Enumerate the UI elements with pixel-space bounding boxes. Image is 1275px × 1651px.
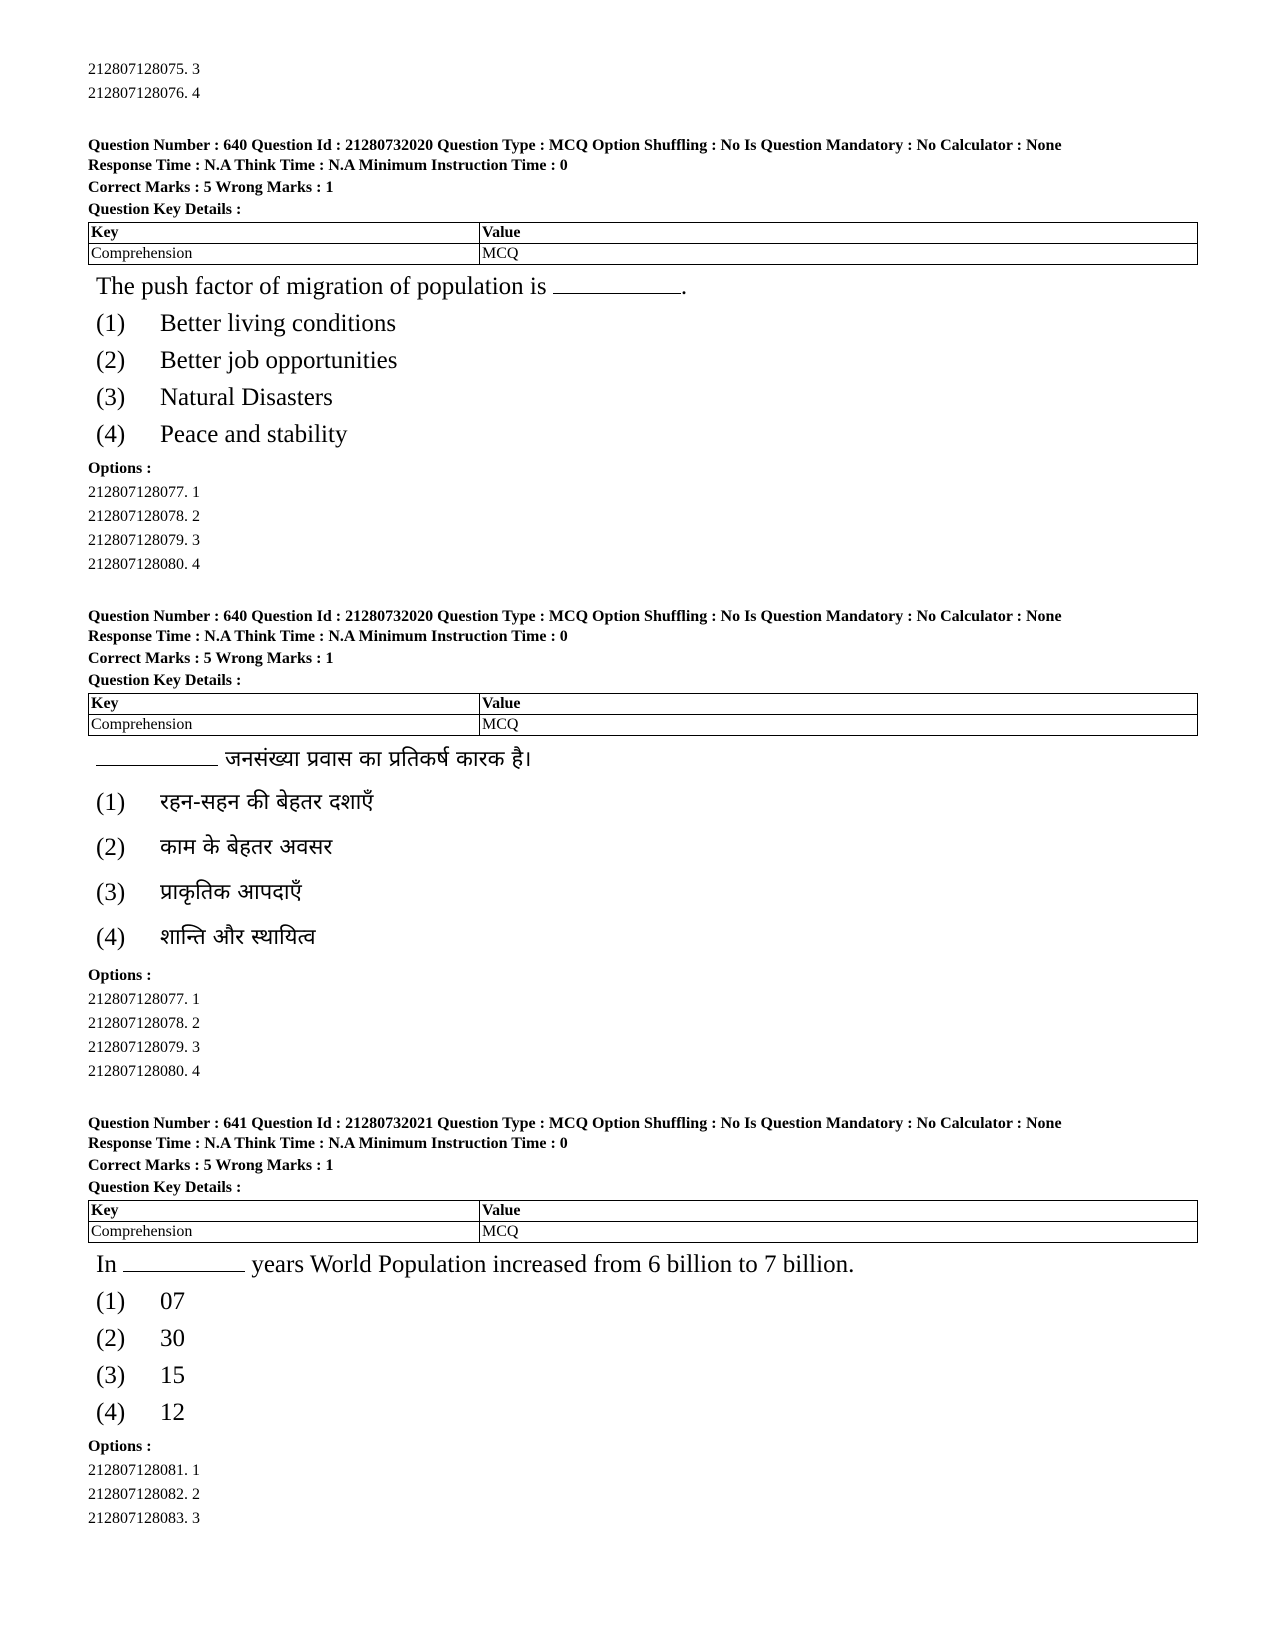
choice-item <box>88 1357 1198 1394</box>
value-cell: MCQ <box>480 1222 1198 1243</box>
question-key-table <box>88 222 1198 265</box>
question-marks: Correct Marks : 5 Wrong Marks : 1 <box>88 650 334 667</box>
choice-number: (4) <box>96 1399 126 1426</box>
choice-number: (1) <box>96 310 126 337</box>
options-label: Options : <box>88 967 152 984</box>
choice-item <box>88 1283 1198 1320</box>
value-header: Value <box>480 694 1198 715</box>
key-cell: Comprehension <box>89 1222 480 1243</box>
key-header: Key <box>89 1201 480 1222</box>
choice-item <box>88 416 1198 453</box>
choice-text: 30 <box>160 1325 185 1352</box>
answer-blank <box>553 285 681 294</box>
question-timing: Response Time : N.A Think Time : N.A Minimum Instruction Time : 0 <box>88 1135 568 1152</box>
choice-text: 15 <box>160 1362 185 1389</box>
question-text-start: The push factor of migration of population is <box>96 273 547 300</box>
choice-text: रहन-सहन की बेहतर दशाएँ <box>160 790 374 815</box>
choice-number: (4) <box>96 924 126 951</box>
choice-item <box>88 305 1198 342</box>
choice-number: (3) <box>96 1362 126 1389</box>
option-id: 212807128079. 3 <box>88 1039 200 1056</box>
choice-text: काम के बेहतर अवसर <box>160 835 333 860</box>
question-text <box>88 740 1198 780</box>
option-id: 212807128077. 1 <box>88 991 200 1008</box>
option-id: 212807128080. 4 <box>88 1063 200 1080</box>
choice-item <box>88 379 1198 416</box>
choice-item <box>88 780 1198 825</box>
key-header: Key <box>89 223 480 244</box>
option-id: 212807128078. 2 <box>88 508 200 525</box>
prev-options-list <box>88 58 1198 106</box>
choice-number: (3) <box>96 879 126 906</box>
choice-number: (3) <box>96 384 126 411</box>
choice-number: (2) <box>96 1325 126 1352</box>
choice-item <box>88 870 1198 915</box>
question-block-640-hindi <box>88 607 1198 1084</box>
value-header: Value <box>480 223 1198 244</box>
question-key-table <box>88 1200 1198 1243</box>
option-id: 212807128079. 3 <box>88 532 200 549</box>
question-marks: Correct Marks : 5 Wrong Marks : 1 <box>88 179 334 196</box>
question-text-end: years World Population increased from 6 billion to 7 billion. <box>251 1251 855 1278</box>
value-cell: MCQ <box>480 715 1198 736</box>
answer-blank <box>123 1263 245 1272</box>
answer-blank <box>96 757 218 766</box>
question-key-title: Question Key Details : <box>88 672 242 689</box>
value-header: Value <box>480 1201 1198 1222</box>
question-marks: Correct Marks : 5 Wrong Marks : 1 <box>88 1157 334 1174</box>
question-key-title: Question Key Details : <box>88 1179 242 1196</box>
question-block-640-english <box>88 136 1198 577</box>
choice-text: 07 <box>160 1288 185 1315</box>
question-key-table <box>88 693 1198 736</box>
key-cell: Comprehension <box>89 715 480 736</box>
choice-number: (4) <box>96 421 126 448</box>
key-header: Key <box>89 694 480 715</box>
option-id: 212807128080. 4 <box>88 556 200 573</box>
question-meta: Question Number : 641 Question Id : 21280732021 Question Type : MCQ Option Shuffling : No Is Question Mandatory : No Calculator : None <box>88 1115 1062 1132</box>
option-id: 212807128076. 4 <box>88 85 200 102</box>
choice-text: प्राकृतिक आपदाएँ <box>160 880 302 905</box>
choice-text: Better living conditions <box>160 310 397 337</box>
question-block-641-english <box>88 1114 1198 1531</box>
option-id: 212807128077. 1 <box>88 484 200 501</box>
question-key-title: Question Key Details : <box>88 201 242 218</box>
question-text <box>88 1247 1198 1283</box>
question-text-start: In <box>96 1251 117 1278</box>
choice-item <box>88 342 1198 379</box>
choice-item <box>88 825 1198 870</box>
question-timing: Response Time : N.A Think Time : N.A Minimum Instruction Time : 0 <box>88 157 568 174</box>
choice-number: (1) <box>96 1288 126 1315</box>
choice-item <box>88 1394 1198 1431</box>
choice-number: (2) <box>96 347 126 374</box>
question-text-end: जनसंख्या प्रवास का प्रतिकर्ष कारक है। <box>225 747 532 772</box>
options-label: Options : <box>88 460 152 477</box>
value-cell: MCQ <box>480 244 1198 265</box>
choice-number: (2) <box>96 834 126 861</box>
question-meta: Question Number : 640 Question Id : 21280732020 Question Type : MCQ Option Shuffling : No Is Question Mandatory : No Calculator : None <box>88 608 1062 625</box>
choice-text: Natural Disasters <box>160 384 333 411</box>
choice-text: शान्ति और स्थायित्व <box>160 925 316 950</box>
choice-text: Peace and stability <box>160 421 348 448</box>
question-meta: Question Number : 640 Question Id : 21280732020 Question Type : MCQ Option Shuffling : No Is Question Mandatory : No Calculator : None <box>88 137 1062 154</box>
question-text-end: . <box>680 273 688 300</box>
question-text <box>88 269 1198 305</box>
option-id: 212807128075. 3 <box>88 61 200 78</box>
option-id: 212807128078. 2 <box>88 1015 200 1032</box>
options-label: Options : <box>88 1438 152 1455</box>
key-cell: Comprehension <box>89 244 480 265</box>
option-id: 212807128081. 1 <box>88 1462 200 1479</box>
choice-item <box>88 915 1198 960</box>
option-id: 212807128082. 2 <box>88 1486 200 1503</box>
document-page <box>88 58 1198 1531</box>
choice-item <box>88 1320 1198 1357</box>
question-timing: Response Time : N.A Think Time : N.A Minimum Instruction Time : 0 <box>88 628 568 645</box>
choice-text: 12 <box>160 1399 185 1426</box>
choice-number: (1) <box>96 789 126 816</box>
choice-text: Better job opportunities <box>160 347 398 374</box>
option-id: 212807128083. 3 <box>88 1510 200 1527</box>
